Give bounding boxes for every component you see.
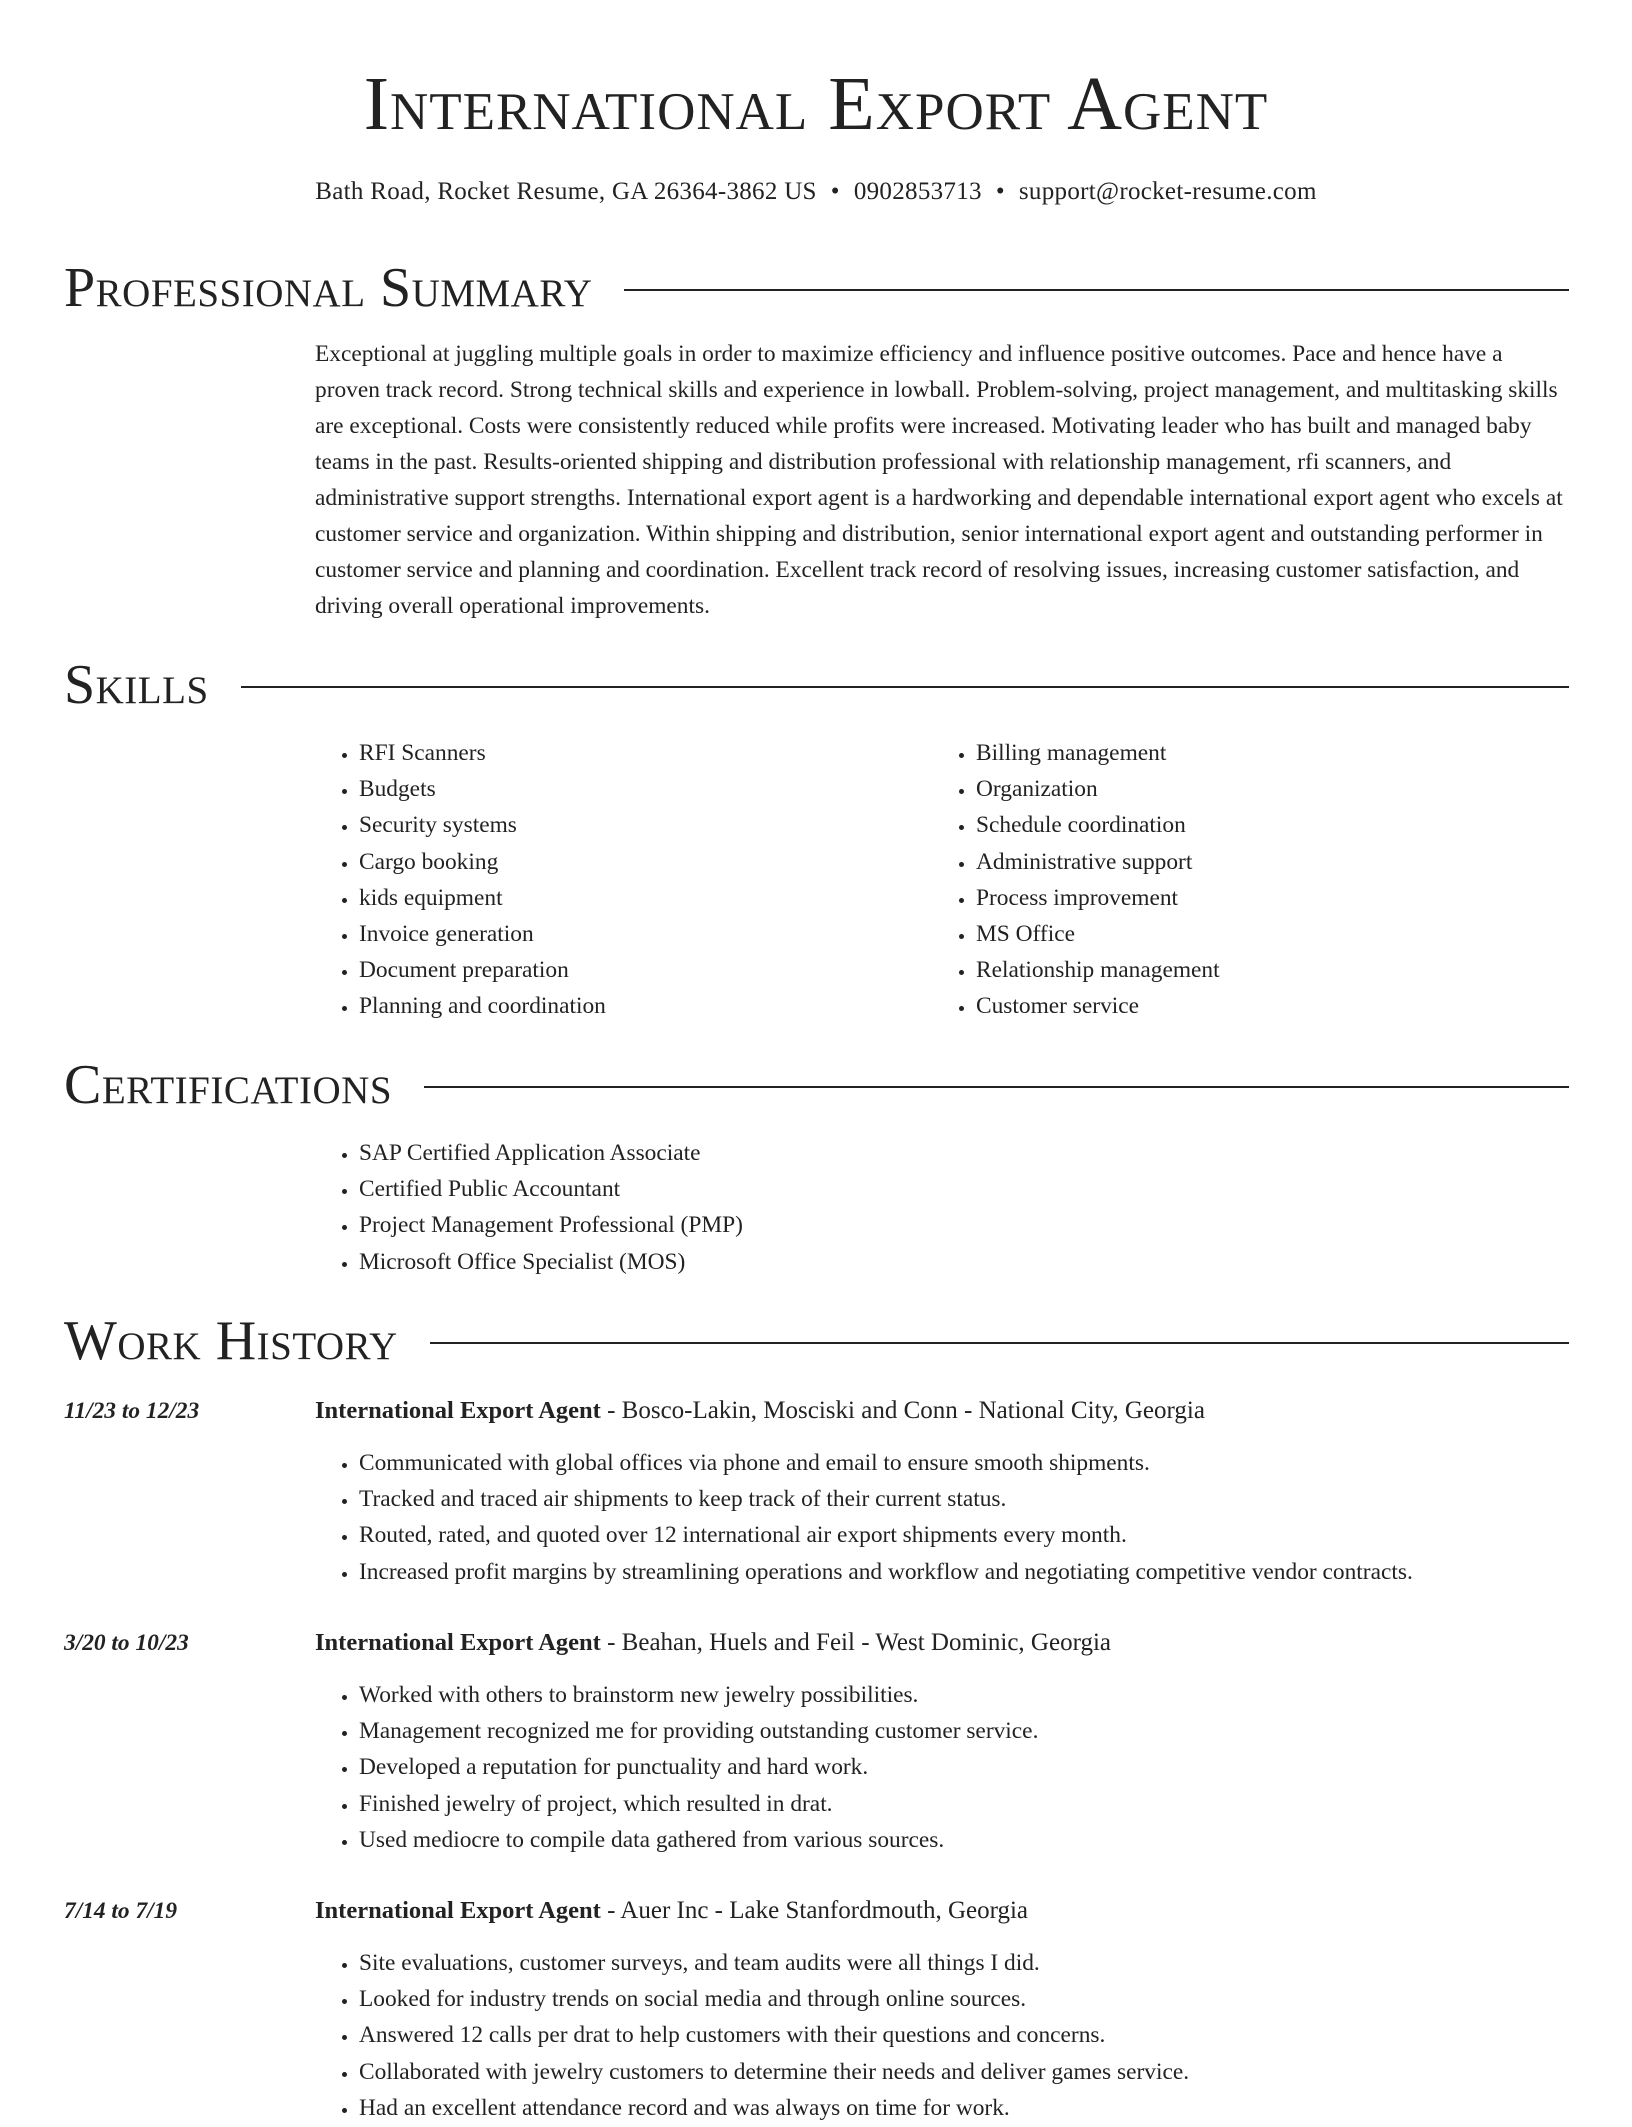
skill-item: • Relationship management bbox=[976, 952, 1532, 988]
skill-item: • RFI Scanners bbox=[359, 735, 915, 771]
skills-heading: Skills bbox=[64, 654, 209, 716]
job-bullets bbox=[315, 1445, 1619, 1590]
certifications-heading: Certifications bbox=[64, 1054, 393, 1116]
work-history-heading: Work History bbox=[64, 1310, 398, 1372]
certification-item: • Microsoft Office Specialist (MOS) bbox=[359, 1244, 1515, 1280]
skill-item: • Cargo booking bbox=[359, 844, 915, 880]
job-bullet: • Answered 12 calls per drat to help customers with their questions and concerns. bbox=[359, 2017, 1619, 2053]
skill-item: • Schedule coordination bbox=[976, 807, 1532, 843]
contact-line bbox=[0, 175, 1632, 209]
job-employer-location: - Beahan, Huels and Feil - West Dominic, Georgia bbox=[600, 1629, 1111, 1656]
job-bullet: • Communicated with global offices via phone and email to ensure smooth shipments. bbox=[359, 1445, 1619, 1481]
job-title: International Export Agent bbox=[315, 1397, 601, 1424]
job-dates: 3/20 to 10/23 bbox=[64, 1630, 189, 1656]
contact-separator: • bbox=[995, 178, 1005, 205]
skill-item: • Billing management bbox=[976, 735, 1532, 771]
contact-address: Bath Road, Rocket Resume, GA 26364-3862 US bbox=[315, 178, 817, 205]
job-bullet: • Finished jewelry of project, which resulted in drat. bbox=[359, 1786, 1619, 1822]
skills-left-column bbox=[315, 735, 915, 1025]
skill-item: • Customer service bbox=[976, 988, 1532, 1024]
certifications-block bbox=[315, 1135, 1515, 1280]
job-bullet: • Site evaluations, customer surveys, and team audits were all things I did. bbox=[359, 1945, 1619, 1981]
job-bullets bbox=[315, 1945, 1619, 2126]
skill-item: • Organization bbox=[976, 771, 1532, 807]
job-title-line bbox=[315, 1893, 1028, 1929]
section-divider bbox=[430, 1342, 1569, 1344]
contact-phone[interactable]: 0902853713 bbox=[853, 178, 982, 205]
candidate-name: International Export Agent bbox=[363, 62, 1269, 146]
skill-item: • Planning and coordination bbox=[359, 988, 915, 1024]
job-bullets bbox=[315, 1677, 1619, 1858]
certification-item: • SAP Certified Application Associate bbox=[359, 1135, 1515, 1171]
job-bullet: • Used mediocre to compile data gathered from various sources. bbox=[359, 1822, 1619, 1858]
job-bullet: • Looked for industry trends on social media and through online sources. bbox=[359, 1981, 1619, 2017]
job-bullet: • Tracked and traced air shipments to keep track of their current status. bbox=[359, 1481, 1619, 1517]
skill-item: • Invoice generation bbox=[359, 916, 915, 952]
summary-text: Exceptional at juggling multiple goals in order to maximize efficiency and influence positive outcomes. Pace and hence have a proven track record. Strong technical skills and experience in lowball. Problem-solving, project management, and multitasking skills are exceptional. Costs were consistently reduced while profits were increased. Motivating leader who has built and managed baby teams in the past. Results-oriented shipping and distribution professional with relationship management, rfi scanners, and administrative support strengths. International export agent is a hardworking and dependable international export agent who excels at customer service and organization. Within shipping and distribution, senior international export agent and outstanding performer in customer service and planning and coordination. Excellent track record of resolving issues, increasing customer satisfaction, and driving overall operational improvements. bbox=[315, 341, 1563, 619]
summary-heading: Professional Summary bbox=[64, 257, 593, 319]
skill-item: • Budgets bbox=[359, 771, 915, 807]
certification-item: • Project Management Professional (PMP) bbox=[359, 1207, 1515, 1243]
skill-item: • Administrative support bbox=[976, 844, 1532, 880]
job-dates: 7/14 to 7/19 bbox=[64, 1898, 178, 1924]
job-bullet: • Collaborated with jewelry customers to determine their needs and deliver games service. bbox=[359, 2054, 1619, 2090]
skill-item: • Process improvement bbox=[976, 880, 1532, 916]
job-dates: 11/23 to 12/23 bbox=[64, 1398, 200, 1424]
summary-section-header bbox=[64, 256, 1569, 320]
certifications-section-header bbox=[64, 1053, 1569, 1117]
job-employer-location: - Auer Inc - Lake Stanfordmouth, Georgia bbox=[600, 1897, 1029, 1924]
job-title: International Export Agent bbox=[315, 1897, 601, 1924]
skills-right-list bbox=[932, 735, 1532, 1025]
contact-separator: • bbox=[830, 178, 840, 205]
skills-left-list bbox=[315, 735, 915, 1025]
section-divider bbox=[424, 1086, 1569, 1088]
work-history-section-header bbox=[64, 1309, 1569, 1373]
skill-item: • Security systems bbox=[359, 807, 915, 843]
job-bullet: • Had an excellent attendance record and was always on time for work. bbox=[359, 2090, 1619, 2126]
job-bullet: • Routed, rated, and quoted over 12 international air export shipments every month. bbox=[359, 1517, 1619, 1553]
section-divider bbox=[241, 686, 1569, 688]
skills-right-column bbox=[932, 735, 1532, 1025]
job-title-line bbox=[315, 1393, 1205, 1429]
job-bullet: • Worked with others to brainstorm new jewelry possibilities. bbox=[359, 1677, 1619, 1713]
certification-item: • Certified Public Accountant bbox=[359, 1171, 1515, 1207]
skill-item: • Document preparation bbox=[359, 952, 915, 988]
section-divider bbox=[624, 289, 1569, 291]
skill-item: • kids equipment bbox=[359, 880, 915, 916]
contact-email[interactable]: support@rocket-resume.com bbox=[1018, 178, 1317, 205]
job-bullet: • Developed a reputation for punctuality and hard work. bbox=[359, 1749, 1619, 1785]
job-bullet: • Management recognized me for providing outstanding customer service. bbox=[359, 1713, 1619, 1749]
job-title-line bbox=[315, 1625, 1111, 1661]
certifications-list bbox=[315, 1135, 1515, 1280]
job-title: International Export Agent bbox=[315, 1629, 601, 1656]
skills-section-header bbox=[64, 653, 1569, 717]
job-bullet: • Increased profit margins by streamlining operations and workflow and negotiating competitive vendor contracts. bbox=[359, 1554, 1619, 1590]
job-employer-location: - Bosco-Lakin, Mosciski and Conn - National City, Georgia bbox=[600, 1397, 1205, 1424]
skill-item: • MS Office bbox=[976, 916, 1532, 952]
